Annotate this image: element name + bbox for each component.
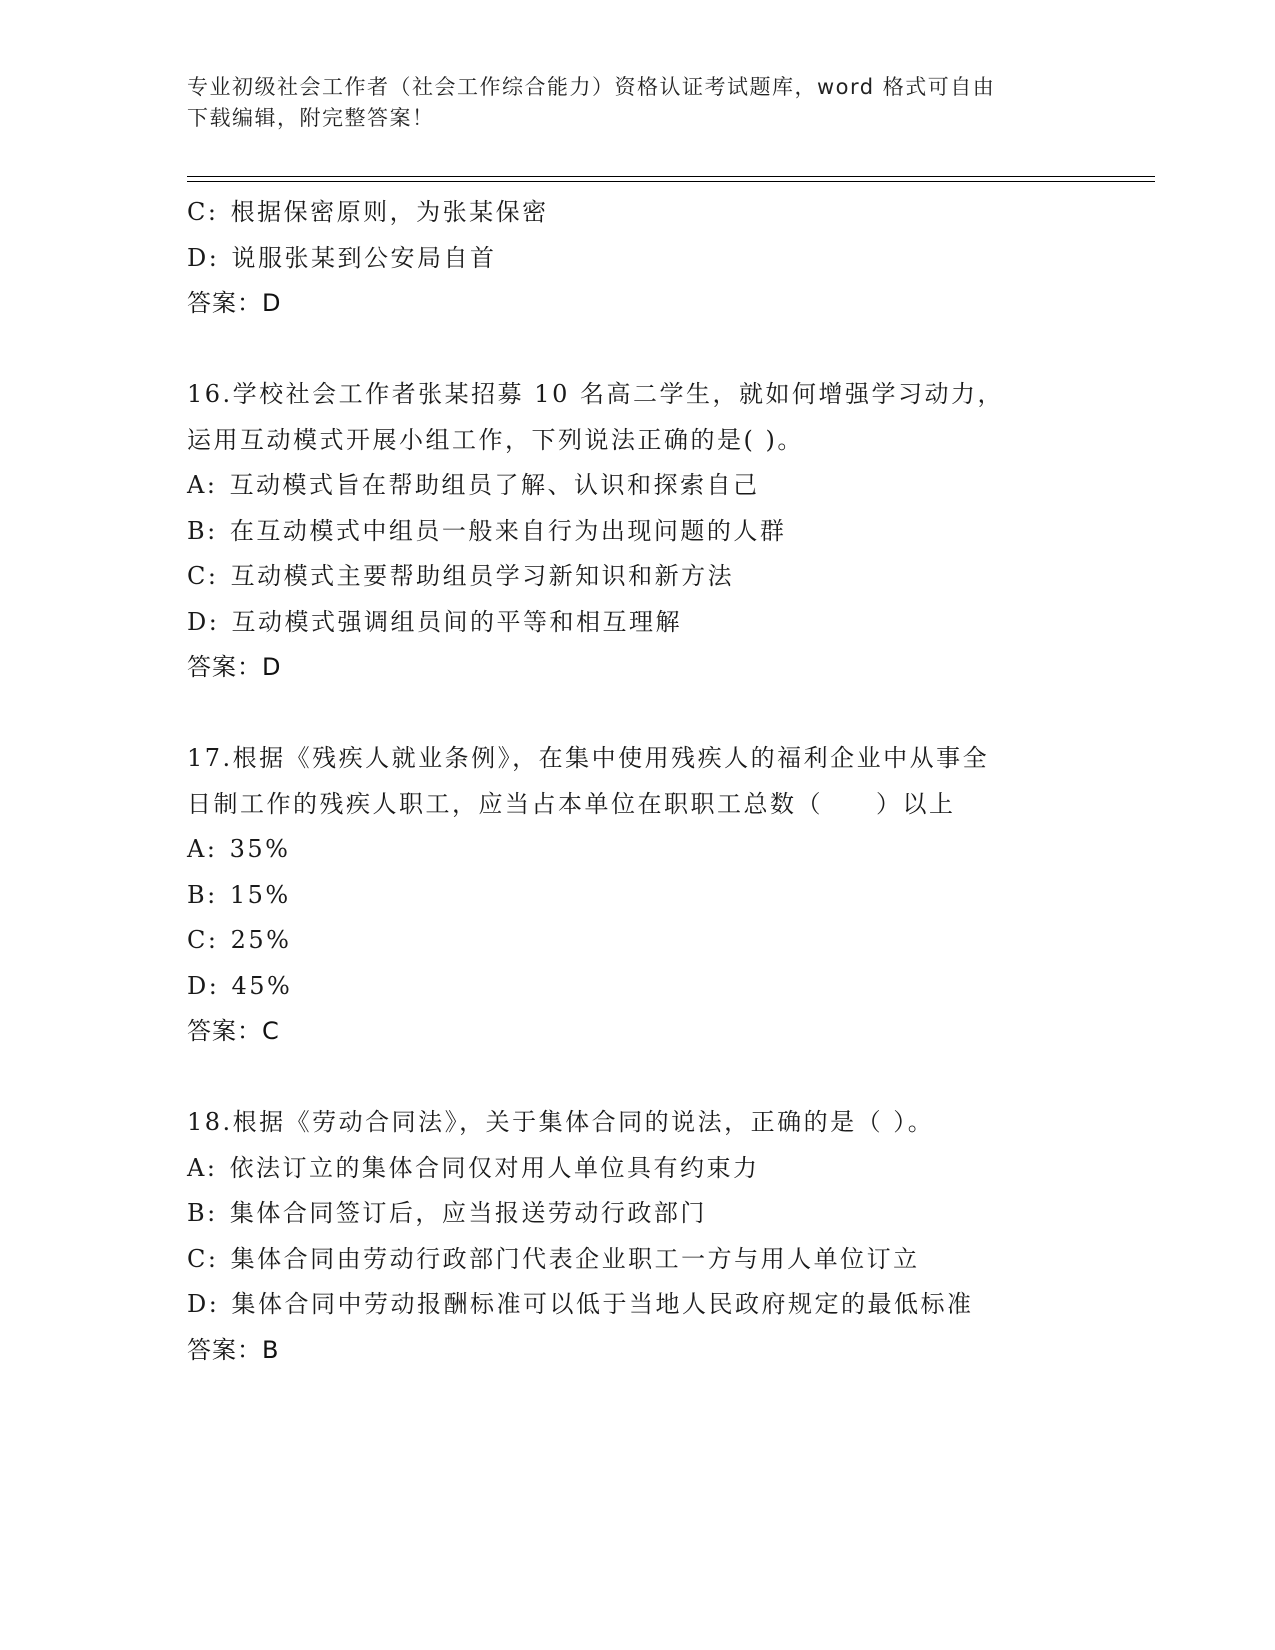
option-letter: D:	[187, 971, 220, 1000]
answer-line: 答案：D	[187, 289, 282, 317]
option-letter: A:	[187, 1153, 218, 1182]
option-letter: D:	[187, 243, 220, 272]
option-c	[187, 1237, 1155, 1283]
header-rule-top	[187, 176, 1155, 177]
option-letter: D:	[187, 1290, 220, 1318]
option-c	[187, 190, 1155, 236]
option-d	[187, 964, 1155, 1010]
option-text: 45%	[231, 971, 293, 1000]
option-text: 在互动模式中组员一般来自行为出现问题的人群	[229, 516, 787, 545]
option-letter: B:	[187, 880, 218, 909]
option-b	[187, 873, 1155, 919]
option-d	[187, 236, 1155, 282]
option-b	[187, 1191, 1155, 1237]
question-stem-line: 运用互动模式开展小组工作，下列说法正确的是( )。	[187, 425, 804, 454]
option-letter: A:	[187, 835, 218, 863]
option-letter: C:	[187, 1244, 219, 1273]
option-letter: B:	[187, 1199, 218, 1227]
header-line-2: 下载编辑，附完整答案！	[187, 106, 435, 130]
answer-line: 答案：B	[187, 1335, 280, 1364]
prev-question	[187, 190, 1155, 327]
option-text: 依法订立的集体合同仅对用人单位具有约束力	[229, 1153, 760, 1182]
option-letter: C:	[187, 198, 219, 226]
document-body	[187, 190, 1155, 1373]
option-letter: D:	[187, 607, 220, 636]
option-text: 15%	[229, 880, 291, 909]
answer-line: 答案：D	[187, 653, 282, 681]
option-text: 25%	[230, 926, 292, 954]
option-text: 互动模式强调组员间的平等和相互理解	[231, 607, 682, 636]
question-16	[187, 372, 1155, 691]
header-rule-bottom	[187, 181, 1155, 182]
question-stem-line: 日制工作的残疾人职工，应当占本单位在职职工总数（ ）以上	[187, 789, 956, 818]
option-text: 集体合同由劳动行政部门代表企业职工一方与用人单位订立	[230, 1244, 920, 1273]
option-d	[187, 600, 1155, 646]
option-text: 根据保密原则，为张某保密	[230, 198, 549, 226]
option-c	[187, 918, 1155, 964]
option-c	[187, 554, 1155, 600]
option-text: 互动模式旨在帮助组员了解、认识和探索自己	[229, 471, 760, 499]
option-text: 集体合同签订后，应当报送劳动行政部门	[229, 1199, 707, 1227]
page-header	[187, 72, 1087, 134]
option-a	[187, 463, 1155, 509]
option-a	[187, 1146, 1155, 1192]
option-letter: C:	[187, 562, 219, 590]
option-text: 集体合同中劳动报酬标准可以低于当地人民政府规定的最低标准	[231, 1290, 974, 1318]
question-18	[187, 1100, 1155, 1373]
question-stem-line: 17.根据《残疾人就业条例》，在集中使用残疾人的福利企业中从事全	[187, 744, 990, 772]
question-stem-line: 18.根据《劳动合同法》，关于集体合同的说法，正确的是（ ）。	[187, 1108, 935, 1136]
question-17	[187, 736, 1155, 1055]
option-a	[187, 827, 1155, 873]
option-text: 35%	[229, 835, 291, 863]
option-text: 说服张某到公安局自首	[231, 243, 497, 272]
option-letter: C:	[187, 926, 219, 954]
header-line-1: 专业初级社会工作者（社会工作综合能力）资格认证考试题库，word 格式可自由	[187, 75, 996, 99]
option-b	[187, 509, 1155, 555]
option-letter: A:	[187, 471, 218, 499]
option-letter: B:	[187, 516, 218, 545]
question-stem-line: 16.学校社会工作者张某招募 10 名高二学生，就如何增强学习动力，	[187, 380, 1004, 408]
answer-line: 答案：C	[187, 1017, 280, 1045]
option-d	[187, 1282, 1155, 1328]
option-text: 互动模式主要帮助组员学习新知识和新方法	[230, 562, 735, 590]
